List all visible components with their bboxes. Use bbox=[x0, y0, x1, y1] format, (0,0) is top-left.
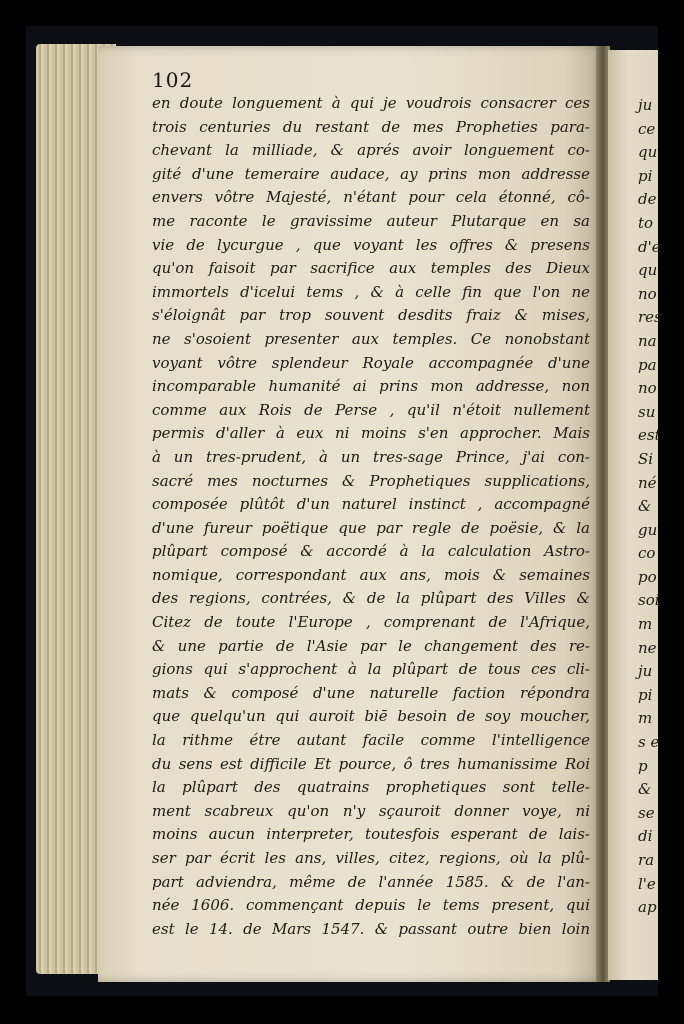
text-line: gité d'une temeraire audace, ay prins mon addresse bbox=[152, 164, 590, 183]
facing-fragment: est bbox=[638, 426, 661, 445]
text-line: ser par écrit les ans, villes, citez, regions, où la plû- bbox=[152, 849, 590, 867]
text-line: composée plûtôt d'un naturel instinct , accompagné bbox=[152, 495, 590, 514]
text-line: ne s'osoient presenter aux temples. Ce nonobstant bbox=[152, 329, 590, 348]
text-line: Citez de toute l'Europe , comprenant de l'Afrique, bbox=[152, 613, 590, 632]
facing-fragment: m bbox=[638, 615, 653, 634]
text-line: comme aux Rois de Perse , qu'il n'étoit nullement bbox=[152, 400, 590, 419]
facing-fragment: s e bbox=[638, 733, 660, 752]
facing-fragment: soi bbox=[638, 591, 660, 610]
page-number: 102 bbox=[152, 68, 194, 92]
facing-fragment: pi bbox=[638, 685, 653, 704]
facing-fragment: l'e bbox=[638, 874, 656, 893]
facing-fragment: to bbox=[638, 213, 654, 232]
text-line: incomparable humanité ai prins mon addresse, non bbox=[152, 377, 590, 396]
text-line: voyant vôtre splendeur Royale accompagnée d'une bbox=[152, 353, 590, 372]
facing-page-text bbox=[638, 94, 662, 920]
text-line: la plûpart des quatrains prophetiques sont telle- bbox=[152, 778, 590, 797]
text-line: me raconte le gravissime auteur Plutarque en sa bbox=[152, 211, 590, 230]
facing-fragment: no bbox=[638, 284, 657, 303]
facing-fragment: ju bbox=[638, 96, 653, 114]
text-line: la rithme étre autant facile comme l'intelligence bbox=[152, 731, 590, 750]
text-line: est le 14. de Mars 1547. & passant outre bien loin bbox=[152, 919, 590, 938]
text-line: permis d'aller à eux ni moins s'en approcher. Mais bbox=[152, 424, 590, 443]
text-line: sacré mes nocturnes & Prophetiques supplications, bbox=[152, 471, 590, 490]
text-line: vie de lycurgue , que voyant les offres & presens bbox=[152, 235, 590, 254]
facing-fragment: su bbox=[638, 402, 656, 421]
facing-fragment: ne bbox=[638, 638, 657, 657]
facing-fragment: né bbox=[638, 473, 657, 492]
facing-fragment: se bbox=[638, 803, 655, 822]
text-line: d'une fureur poëtique que par regle de poësie, & la bbox=[152, 518, 590, 537]
text-line: née 1606. commençant depuis le tems present, qui bbox=[152, 896, 590, 915]
facing-fragment: m bbox=[638, 709, 653, 728]
facing-fragment: na bbox=[638, 331, 657, 350]
facing-fragment: di bbox=[638, 827, 653, 846]
text-line: moins aucun interpreter, toutesfois esperant de lais- bbox=[152, 825, 590, 844]
text-line: envers vôtre Majesté, n'étant pour cela étonné, cô- bbox=[152, 188, 590, 207]
facing-fragment: de bbox=[638, 190, 657, 209]
facing-fragment: ju bbox=[638, 662, 653, 681]
text-line: qu'on faisoit par sacrifice aux temples des Dieux bbox=[152, 259, 590, 278]
text-line: part adviendra, même de l'année 1585. & de l'an- bbox=[152, 872, 590, 891]
facing-fragment: qu bbox=[638, 143, 658, 162]
facing-fragment: Si bbox=[638, 449, 654, 468]
facing-fragment: po bbox=[638, 567, 657, 586]
text-line: chevant la milliade, & aprés avoir longuement co- bbox=[152, 141, 590, 160]
facing-fragment: ap bbox=[638, 898, 657, 917]
text-line: immortels d'icelui tems , & à celle fin que l'on ne bbox=[152, 282, 590, 301]
text-line: à un tres-prudent, à un tres-sage Prince, j'ai con- bbox=[152, 447, 590, 466]
facing-fragment: res bbox=[638, 308, 662, 327]
text-line: plûpart composé & accordé à la calculation Astro- bbox=[152, 542, 590, 561]
text-line: gions qui s'approchent à la plûpart de tous ces cli- bbox=[152, 660, 590, 679]
facing-fragment: no bbox=[638, 379, 657, 398]
text-line: des regions, contrées, & de la plûpart des Villes & bbox=[152, 589, 590, 608]
text-line: en doute longuement à qui je voudrois consacrer ces bbox=[152, 94, 590, 112]
page-text bbox=[152, 92, 590, 941]
text-line: trois centuries du restant de mes Propheties para- bbox=[152, 117, 590, 136]
facing-fragment: d'e bbox=[638, 237, 661, 256]
facing-fragment: qu bbox=[638, 261, 658, 280]
facing-fragment: ra bbox=[638, 851, 655, 869]
facing-fragment: pa bbox=[638, 355, 657, 374]
text-line: ment scabreux qu'on n'y sçauroit donner voye, ni bbox=[152, 801, 590, 820]
text-line: que quelqu'un qui auroit biē besoin de soy moucher, bbox=[152, 707, 590, 726]
facing-fragment: & bbox=[638, 497, 652, 516]
facing-fragment: co bbox=[638, 544, 656, 563]
text-line: mats & composé d'une naturelle faction répondra bbox=[152, 683, 590, 702]
facing-fragment: ce bbox=[638, 119, 656, 138]
facing-fragment: pi bbox=[638, 166, 653, 185]
facing-fragment: & bbox=[638, 780, 652, 799]
facing-fragment: p bbox=[638, 756, 648, 775]
text-line: s'éloignât par trop souvent desdits fraiz & mises, bbox=[152, 306, 590, 325]
facing-fragment: gu bbox=[638, 520, 658, 539]
text-line: nomique, correspondant aux ans, mois & semaines bbox=[152, 565, 590, 584]
text-line: & une partie de l'Asie par le changement des re- bbox=[152, 636, 590, 655]
text-line: du sens est difficile Et pource, ô tres humanissime Roi bbox=[152, 754, 590, 773]
